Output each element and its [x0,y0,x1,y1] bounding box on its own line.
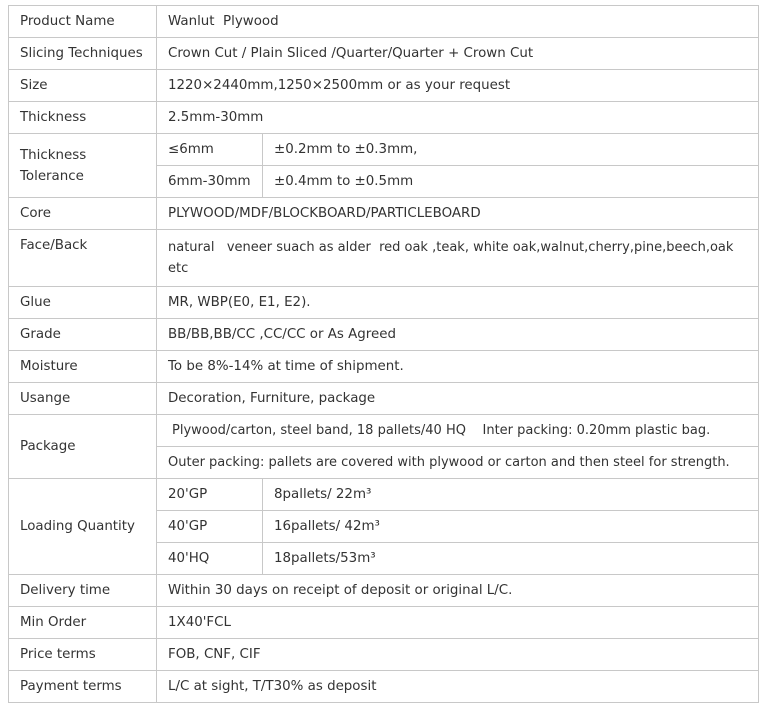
row-value: FOB, CNF, CIF [157,639,759,671]
row-value: 2.5mm-30mm [157,102,759,134]
table-row-size [9,70,759,102]
table-row-loading [9,479,759,511]
table-row-core [9,198,759,230]
tolerance-range: 6mm-30mm [157,166,263,198]
row-label: Min Order [9,607,157,639]
row-label: Moisture [9,351,157,383]
row-value: L/C at sight, T/T30% as deposit [157,671,759,703]
table-row-min-order [9,607,759,639]
row-value: To be 8%-14% at time of shipment. [157,351,759,383]
row-value: Decoration, Furniture, package [157,383,759,415]
table-row-glue [9,287,759,319]
package-outer: Outer packing: pallets are covered with plywood or carton and then steel for strength. [157,447,759,479]
loading-value: 8pallets/ 22m³ [263,479,759,511]
loading-container: 40'GP [157,511,263,543]
product-spec-table [8,5,759,703]
loading-container: 40'HQ [157,543,263,575]
loading-value: 16pallets/ 42m³ [263,511,759,543]
row-label: Delivery time [9,575,157,607]
row-label: Package [9,415,157,479]
row-label: Grade [9,319,157,351]
table-row-delivery [9,575,759,607]
row-value: natural veneer suach as alder red oak ,teak, white oak,walnut,cherry,pine,beech,oak etc [157,230,759,287]
row-label: Slicing Techniques [9,38,157,70]
table-row-face-back [9,230,759,287]
row-label: Thickness [9,102,157,134]
table-row-slicing [9,38,759,70]
table-row-usange [9,383,759,415]
row-label: Face/Back [9,230,157,287]
row-label: Thickness Tolerance [9,134,157,198]
row-value: BB/BB,BB/CC ,CC/CC or As Agreed [157,319,759,351]
row-label: Product Name [9,6,157,38]
row-value: PLYWOOD/MDF/BLOCKBOARD/PARTICLEBOARD [157,198,759,230]
row-label: Glue [9,287,157,319]
table-row-package [9,415,759,447]
loading-container: 20'GP [157,479,263,511]
row-label: Core [9,198,157,230]
row-value: 1X40'FCL [157,607,759,639]
table-row-thickness [9,102,759,134]
row-value: Within 30 days on receipt of deposit or original L/C. [157,575,759,607]
table-row-tolerance [9,134,759,166]
table-row-price-terms [9,639,759,671]
table-row-product-name [9,6,759,38]
row-label: Payment terms [9,671,157,703]
row-value: 1220×2440mm,1250×2500mm or as your request [157,70,759,102]
table-row-grade [9,319,759,351]
row-label: Size [9,70,157,102]
row-value: MR, WBP(E0, E1, E2). [157,287,759,319]
tolerance-value: ±0.4mm to ±0.5mm [263,166,759,198]
table-row-moisture [9,351,759,383]
table-row-payment-terms [9,671,759,703]
row-value: Wanlut Plywood [157,6,759,38]
row-label: Loading Quantity [9,479,157,575]
row-label: Usange [9,383,157,415]
row-value: Crown Cut / Plain Sliced /Quarter/Quarter + Crown Cut [157,38,759,70]
loading-value: 18pallets/53m³ [263,543,759,575]
row-label: Price terms [9,639,157,671]
tolerance-range: ≤6mm [157,134,263,166]
package-inner: Plywood/carton, steel band, 18 pallets/40 HQ Inter packing: 0.20mm plastic bag. [157,415,759,447]
tolerance-value: ±0.2mm to ±0.3mm, [263,134,759,166]
